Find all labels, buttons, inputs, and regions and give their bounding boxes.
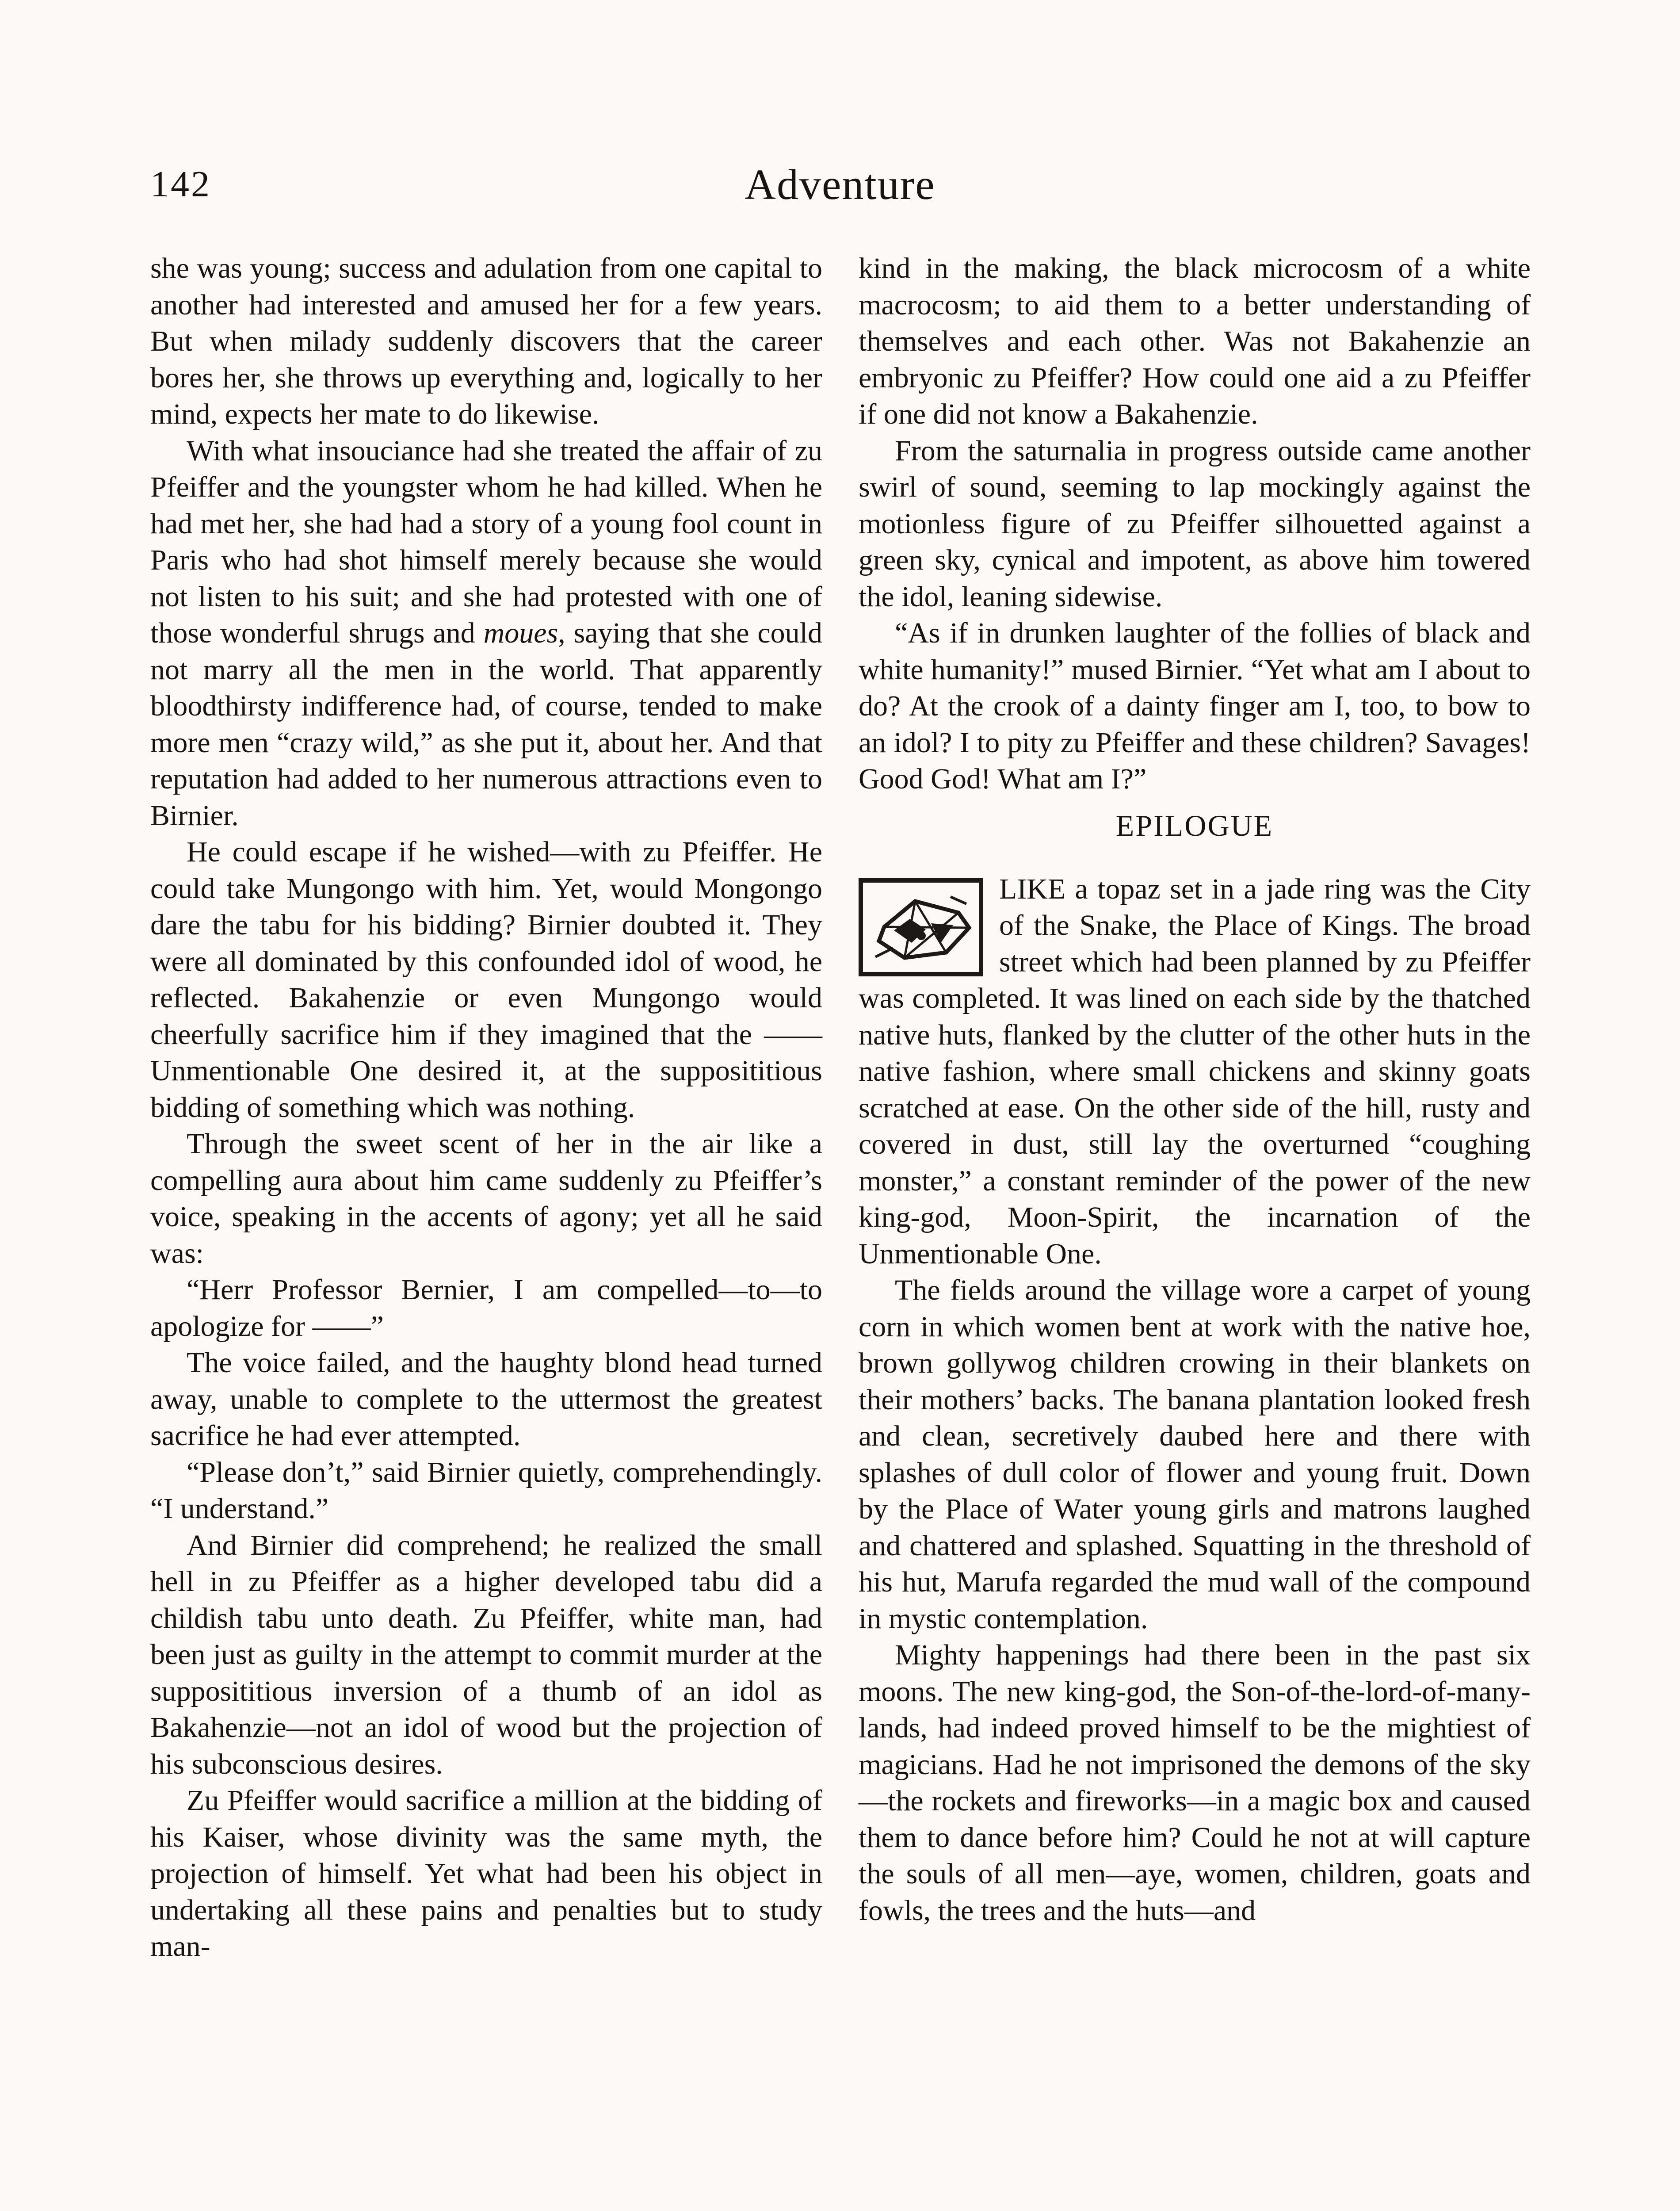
paragraph: From the saturnalia in progress outside came another swirl of sound, seeming to lap mockingly against the motionless figure of zu Pfeiffer silhouetted against a green sky, cynical and impotent, as above him towered the idol, leaning sidewise.	[859, 434, 1531, 613]
paragraph: she was young; success and adulation from one capital to another had interested and amused her for a few years. But when milady suddenly discovers that the career bores her, she throws up everything and, logically to her mind, expects her mate to do likewise.	[150, 252, 822, 430]
paragraph: Zu Pfeiffer would sacrifice a million at the bidding of his Kaiser, whose divinity was the same myth, the projection of himself. Yet what had been his object in undertaking all these pains and penalties but to study man-	[150, 1784, 822, 1962]
paragraph: Mighty happenings had there been in the past six moons. The new king-god, the Son-of-the-lord-of-many-lands, had indeed proved himself to be the mightiest of magicians. Had he not imprisoned the demons of the sky—the rockets and fireworks—in a magic box and caused them to dance before him? Could he not at will capture the souls of all men—aye, women, children, goats and fowls, the trees and the huts—and	[859, 1639, 1531, 1927]
epilogue-heading: EPILOGUE	[1115, 808, 1274, 842]
paragraph: He could escape if he wished—with zu Pfeiffer. He could take Mungongo with him. Yet, would Mongongo dare the tabu for his bidding? Birnier doubted it. They were all dominated by this confounded idol of wood, he reflected. Bakahenzie or even Mungongo would cheerfully sacrifice him if they imagined that the —— Unmentionable One desired it, at the supposititious bidding of something which was nothing.	[150, 836, 822, 1124]
decorative-drop-cap-icon	[859, 878, 983, 976]
paragraph: The fields around the village wore a carpet of young corn in which women bent at work with the native hoe, brown gollywog children crowing in their blankets on their mothers’ backs. The banana plantation looked fresh and clean, secretively daubed here and there with splashes of dull color of flower and young fruit. Down by the Place of Water young girls and matrons laughed and chattered and splashed. Squatting in the threshold of his hut, Marufa regarded the mud wall of the compound in mystic contemplation.	[859, 1274, 1531, 1635]
paragraph: Through the sweet scent of her in the air like a compelling aura about him came suddenly zu Pfeiffer’s voice, speaking in the accents of agony; yet all he said was:	[150, 1128, 822, 1270]
page-number: 142	[150, 164, 211, 205]
paragraph: With what insouciance had she treated the affair of zu Pfeiffer and the youngster whom he had killed. When he had met her, she had had a story of a young fool count in Paris who had shot himself merely because she would not listen to his suit; and she had protested with one of those wonderful shrugs and moues, saying that she could not marry all the men in the world. That apparently bloodthirsty indifference had, of course, tended to make more men “crazy wild,” as she put it, about her. And that reputation had added to her numerous attractions even to Birnier.	[150, 434, 822, 832]
paragraph: “Please don’t,” said Birnier quietly, comprehendingly. “I understand.”	[150, 1456, 822, 1525]
running-head-title: Adventure	[745, 161, 935, 209]
paragraph: The voice failed, and the haughty blond head turned away, unable to complete to the uttermost the greatest sacrifice he had ever attempted.	[150, 1346, 822, 1452]
paragraph: LIKE a topaz set in a jade ring was the City of the Snake, the Place of Kings. The broad street which had been planned by zu Pfeiffer was completed. It was lined on each side by the thatched native huts, flanked by the clutter of the other huts in the native fashion, where small chickens and skinny goats scratched at ease. On the other side of the hill, rusty and covered in dust, still lay the overturned “coughing monster,” a constant reminder of the power of the new king-god, Moon-Spirit, the incarnation of the Unmentionable One.	[859, 872, 1531, 1270]
paragraph: “As if in drunken laughter of the follies of black and white humanity!” mused Birnier. “Yet what am I about to do? At the crook of a dainty finger am I, too, to bow to an idol? I to pity zu Pfeiffer and these children? Savages! Good God! What am I?”	[859, 617, 1531, 795]
paragraph: And Birnier did comprehend; he realized the small hell in zu Pfeiffer as a higher developed tabu did a childish tabu unto death. Zu Pfeiffer, white man, had been just as guilty in the attempt to commit murder at the supposititious inversion of a thumb of an idol as Bakahenzie—not an idol of wood but the projection of his subconscious desires.	[150, 1529, 822, 1780]
paragraph: “Herr Professor Bernier, I am compelled—to—to apologize for ——”	[150, 1274, 822, 1343]
left-column	[150, 250, 822, 1965]
paragraph: kind in the making, the black microcosm of a white macrocosm; to aid them to a better understanding of themselves and each other. Was not Bakahenzie an embryonic zu Pfeiffer? How could one aid a zu Pfeiffer if one did not know a Bakahenzie.	[859, 252, 1531, 430]
right-column	[859, 250, 1531, 1929]
